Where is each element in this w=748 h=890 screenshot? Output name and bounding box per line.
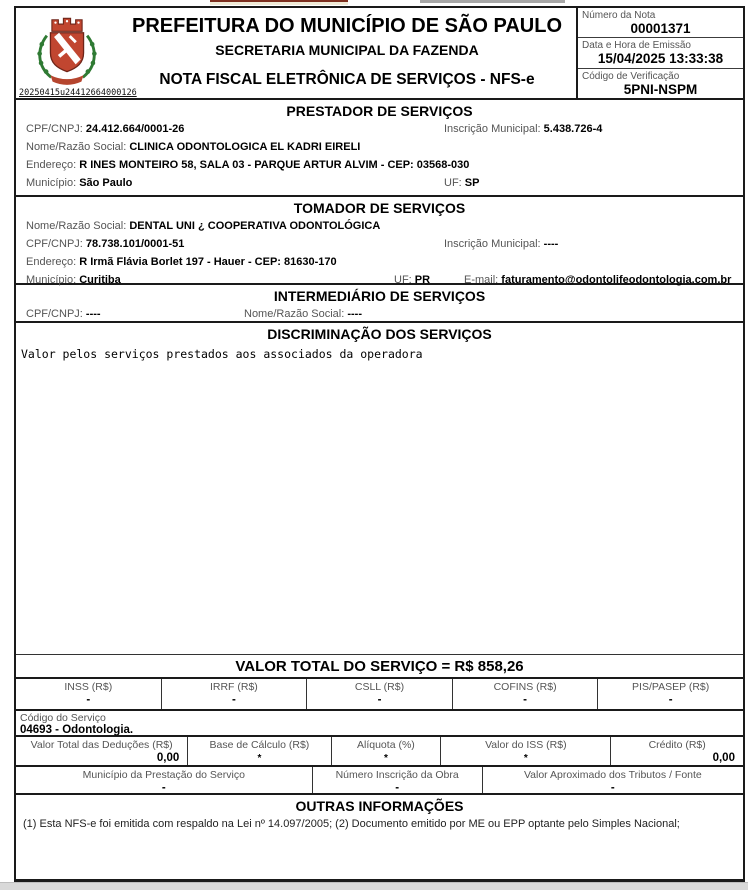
prestador-municipio-row xyxy=(16,175,743,193)
local-col-tributos xyxy=(483,767,743,793)
intermediario-cnpj-label: CPF/CNPJ: xyxy=(26,308,83,320)
calc-iss-label: Valor do ISS (R$) xyxy=(485,739,567,751)
prestador-nome-value: CLINICA ODONTOLOGICA EL KADRI EIRELI xyxy=(129,141,361,153)
tomador-municipio-label: Município: xyxy=(26,274,77,286)
header-titles xyxy=(118,8,576,98)
prestador-nome-row xyxy=(16,139,743,157)
tax-pispasep-label: PIS/PASEP (R$) xyxy=(632,681,710,693)
discriminacao-content: Valor pelos serviços prestados aos associados da operadora xyxy=(21,347,423,361)
local-municipio-value: - xyxy=(161,782,166,794)
section-prestador xyxy=(16,100,743,197)
nota-number-label: Número da Nota xyxy=(582,10,656,21)
calc-col-base xyxy=(188,737,331,765)
prestador-endereco-label: Endereço: xyxy=(26,159,77,171)
tomador-email-value: faturamento@odontolifeodontologia.com.br xyxy=(501,274,732,286)
nota-number-cell xyxy=(578,8,743,38)
tomador-municipio-row xyxy=(16,272,743,290)
calc-iss-value: * xyxy=(523,753,528,764)
emission-date-value: 15/04/2025 13:33:38 xyxy=(597,51,724,67)
calc-base-value: * xyxy=(257,753,262,764)
page-title: PREFEITURA DO MUNICÍPIO DE SÃO PAULO xyxy=(131,15,563,37)
prestador-cnpj-value: 24.412.664/0001-26 xyxy=(85,123,185,135)
intermediario-title: INTERMEDIÁRIO DE SERVIÇOS xyxy=(273,288,486,304)
tomador-endereco-row xyxy=(16,254,743,272)
calc-credito-value: 0,00 xyxy=(712,752,735,764)
calc-table xyxy=(16,737,743,767)
tax-cofins-value: - xyxy=(523,694,527,706)
local-col-municipio xyxy=(16,767,313,793)
local-tributos-label: Valor Aproximado dos Tributos / Fonte xyxy=(523,769,702,781)
header-subtitle: SECRETARIA MUNICIPAL DA FAZENDA xyxy=(215,42,479,58)
local-obra-label: Número Inscrição da Obra xyxy=(335,769,459,781)
tomador-endereco-value: R Irmã Flávia Borlet 197 - Hauer - CEP: 81630-170 xyxy=(79,256,337,268)
intermediario-row xyxy=(16,306,743,324)
prestador-uf-label: UF: xyxy=(444,177,462,189)
tax-col-irrf xyxy=(162,679,308,709)
outras-title: OUTRAS INFORMAÇÕES xyxy=(295,798,464,814)
prestador-uf-value: SP xyxy=(464,177,480,189)
prestador-cnpj-label: CPF/CNPJ: xyxy=(26,123,83,135)
intermediario-cnpj-value: ---- xyxy=(85,308,101,320)
tax-col-pispasep xyxy=(598,679,743,709)
local-municipio-label: Município da Prestação do Serviço xyxy=(82,769,245,781)
prestador-municipio-value: São Paulo xyxy=(79,177,133,189)
prestador-inscricao-label: Inscrição Municipal: xyxy=(444,123,541,135)
nota-number-value: 00001371 xyxy=(630,21,691,36)
tomador-cnpj-value: 78.738.101/0001-51 xyxy=(85,238,185,250)
tax-irrf-label: IRRF (R$) xyxy=(209,681,258,693)
tomador-title: TOMADOR DE SERVIÇOS xyxy=(293,200,466,216)
prestador-municipio-label: Município: xyxy=(26,177,77,189)
tomador-uf-value: PR xyxy=(414,274,431,286)
intermediario-nome-label: Nome/Razão Social: xyxy=(244,308,345,320)
tomador-inscricao-value: ---- xyxy=(543,238,559,250)
local-col-obra xyxy=(313,767,483,793)
calc-base-label: Base de Cálculo (R$) xyxy=(209,739,310,751)
tomador-cnpj-row xyxy=(16,236,743,254)
codigo-servico-block xyxy=(16,711,743,737)
prestador-cnpj-row xyxy=(16,121,743,139)
local-obra-value: - xyxy=(395,782,400,794)
tax-pispasep-value: - xyxy=(668,694,673,706)
tax-csll-value: - xyxy=(377,694,382,706)
tax-inss-value: - xyxy=(86,694,91,706)
calc-col-credito xyxy=(611,737,743,765)
tax-col-inss xyxy=(16,679,162,709)
calc-col-aliquota xyxy=(332,737,442,765)
tomador-endereco-label: Endereço: xyxy=(26,256,77,268)
sao-paulo-coat-of-arms-icon xyxy=(31,13,103,87)
section-tomador xyxy=(16,197,743,285)
tax-csll-label: CSLL (R$) xyxy=(354,681,405,693)
calc-col-iss xyxy=(441,737,611,765)
tax-col-cofins xyxy=(453,679,599,709)
calc-aliquota-value: * xyxy=(383,753,388,764)
prestador-inscricao-value: 5.438.726-4 xyxy=(543,123,603,135)
barcode-text: 20250415u24412664000126 xyxy=(19,88,137,98)
valor-total-bar: VALOR TOTAL DO SERVIÇO = R$ 858,26 xyxy=(16,655,743,679)
tomador-inscricao-label: Inscrição Municipal: xyxy=(444,238,541,250)
prestador-title: PRESTADOR DE SERVIÇOS xyxy=(286,103,473,119)
emission-date-cell xyxy=(578,38,743,68)
calc-aliquota-label: Alíquota (%) xyxy=(357,739,415,751)
verification-code-label: Código de Verificação xyxy=(582,70,680,82)
intermediario-nome-value: ---- xyxy=(347,308,362,320)
nfse-document xyxy=(14,6,745,882)
logo-area xyxy=(16,8,137,98)
tomador-nome-row xyxy=(16,218,743,236)
tomador-email-label: E-mail: xyxy=(464,274,499,286)
calc-deducoes-value: 0,00 xyxy=(156,752,180,764)
note-info-box xyxy=(576,8,743,98)
top-artifact-cream xyxy=(210,0,348,5)
verification-code-cell xyxy=(578,69,743,98)
tomador-uf-label: UF: xyxy=(394,274,412,286)
calc-col-deducoes xyxy=(16,737,188,765)
prestador-nome-label: Nome/Razão Social: xyxy=(26,141,127,153)
prestador-endereco-value: R INES MONTEIRO 58, SALA 03 - PARQUE ARTUR ALVIM - CEP: 03568-030 xyxy=(79,159,470,171)
section-outras-informacoes xyxy=(16,795,743,879)
outras-text: (1) Esta NFS-e foi emitida com respaldo na Lei nº 14.097/2005; (2) Documento emitido por ME ou EPP optante pelo Simples Nacional; xyxy=(23,818,680,830)
tax-irrf-value: - xyxy=(231,694,236,706)
top-artifact-gray xyxy=(420,0,565,3)
codigo-servico-value: 04693 - Odontologia. xyxy=(20,724,134,736)
section-intermediario xyxy=(16,285,743,323)
section-discriminacao xyxy=(16,323,743,655)
local-table xyxy=(16,767,743,795)
header-doc-type: NOTA FISCAL ELETRÔNICA DE SERVIÇOS - NFS-e xyxy=(159,71,535,88)
tax-col-csll xyxy=(307,679,453,709)
tax-table xyxy=(16,679,743,711)
document-header xyxy=(16,8,743,100)
codigo-servico-label: Código do Serviço xyxy=(20,712,106,724)
tomador-cnpj-label: CPF/CNPJ: xyxy=(26,238,83,250)
bottom-gray-strip xyxy=(0,882,748,890)
calc-deducoes-label: Valor Total das Deduções (R$) xyxy=(30,739,173,751)
tomador-nome-label: Nome/Razão Social: xyxy=(26,220,127,232)
local-tributos-value: - xyxy=(610,782,615,794)
verification-code-value: 5PNI-NSPM xyxy=(623,81,698,97)
calc-credito-label: Crédito (R$) xyxy=(648,739,706,751)
prestador-endereco-row xyxy=(16,157,743,175)
discriminacao-title: DISCRIMINAÇÃO DOS SERVIÇOS xyxy=(267,326,492,342)
tax-cofins-label: COFINS (R$) xyxy=(493,681,557,693)
tomador-municipio-value: Curitiba xyxy=(79,274,121,286)
tax-inss-label: INSS (R$) xyxy=(64,681,113,693)
tomador-nome-value: DENTAL UNI ¿ COOPERATIVA ODONTOLÓGICA xyxy=(129,220,381,232)
emission-date-label: Data e Hora de Emissão xyxy=(582,40,691,52)
